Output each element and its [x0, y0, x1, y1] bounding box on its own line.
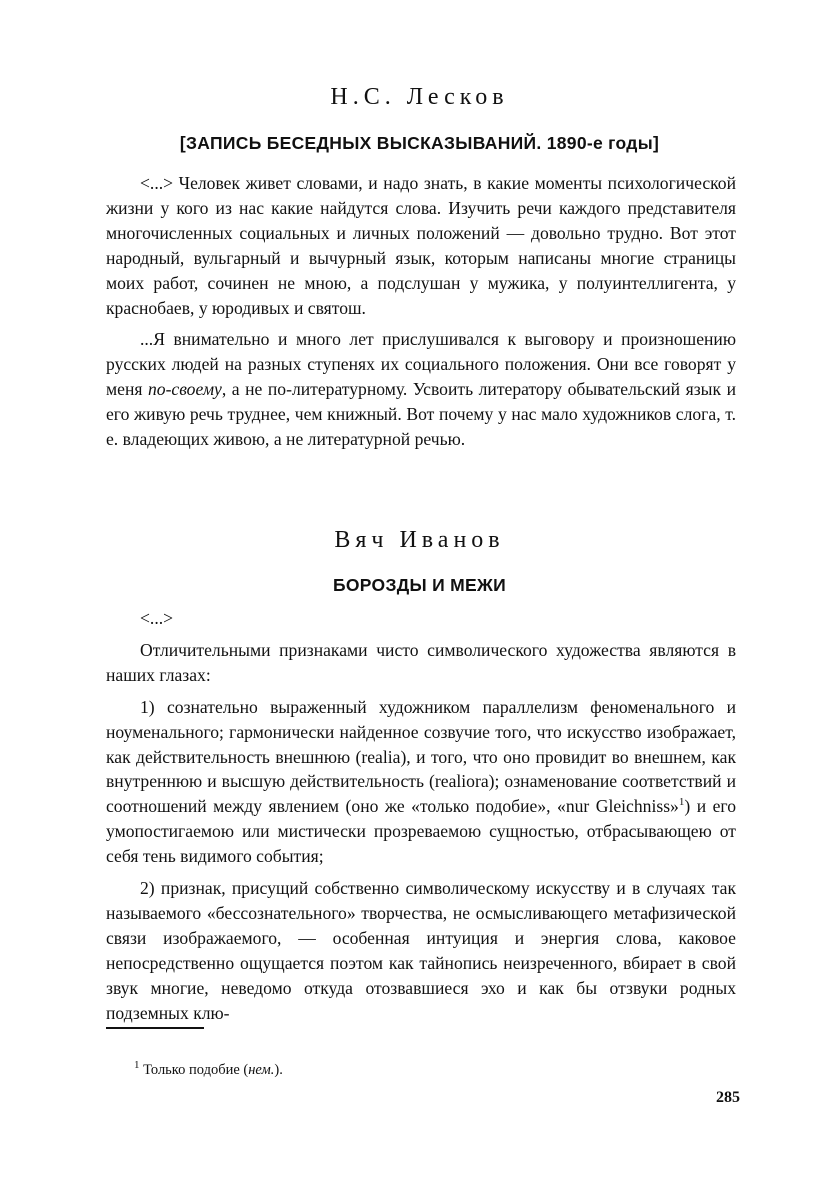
author-heading-leskov: Н.С. Лесков — [330, 84, 509, 110]
paragraph-text: ...Я внимательно и много лет прислушивался к выговору и произношению русских людей на разных ступенях их социального положения. Они все говорят у меня — [106, 329, 736, 400]
text-block-ivanov — [106, 606, 736, 1033]
paragraph — [106, 876, 736, 1025]
emphasis-text: по-своему — [147, 379, 222, 400]
section-title-leskov: [ЗАПИСЬ БЕСЕДНЫХ ВЫСКАЗЫВАНИЙ. 1890-е годы] — [179, 133, 660, 153]
footnote-marker: 1 — [678, 796, 685, 809]
paragraph — [106, 638, 736, 688]
section-title-ivanov: БОРОЗДЫ И МЕЖИ — [333, 575, 506, 595]
paragraph-text: , а не по-литературному. Усвоить литератору обывательский язык и его живую речь труднее, чем книжный. Вот почему у нас мало художников слога, т. е. владеющих живою, а не литературной речью. — [106, 379, 736, 450]
text-block-leskov — [106, 171, 736, 459]
paragraph — [106, 606, 736, 631]
page-number: 285 — [716, 1089, 740, 1106]
footnote-number: 1 — [134, 1059, 140, 1072]
footnote-emphasis: нем. — [248, 1062, 275, 1078]
footnote — [134, 1059, 283, 1079]
footnote-text: Только подобие ( — [139, 1062, 249, 1078]
paragraph-text: 1) сознательно выраженный художником параллелизм феноменального и ноуменального; гармонически найденное созвучие того, что искусство изображает, как действительность внешнюю (realia), и того, что оно провидит во внешнем, как внутреннюю и высшую действительность (realiora); ознаменование соответствий и соотношений между явлением (оно же «только подобие», «nur Gleichniss» — [106, 696, 736, 817]
paragraph-text: ) и его умопостигаемою или мистически прозреваемою сущностью, отбрасывающею от себя тень видимого события; — [106, 796, 736, 867]
footnote-divider — [106, 1027, 204, 1029]
paragraph — [106, 695, 736, 869]
author-heading-ivanov: Вяч Иванов — [334, 527, 505, 553]
paragraph-text: <...> — [140, 608, 174, 628]
paragraph-text: 2) признак, присущий собственно символическому искусству и в случаях так называемого «бессознательного» творчества, не осмысливающего метафизической связи изображаемого, — особенная интуиция и энергия слова, каковое непосредственно ощущается поэтом как тайнопись неизреченного, вбирает в свой звук многие, неведомо откуда отозвавшиеся эхо и как бы отзвуки родных подземных клю- — [106, 878, 736, 1023]
paragraph — [106, 171, 736, 320]
paragraph-text: <...> Человек живет словами, и надо знать, в какие моменты психологической жизни у кого из нас какие найдутся слова. Изучить речи каждого представителя многочисленных социальных и личных положений — довольно трудно. Вот этот народный, вульгарный и вычурный язык, которым написаны многие страницы моих работ, сочинен не мною, а подслушан у мужика, у полуинтеллигента, у краснобаев, у юродивых и святош. — [106, 173, 736, 318]
paragraph-text: Отличительными признаками чисто символического художества являются в наших глазах: — [106, 639, 736, 685]
paragraph — [106, 327, 736, 452]
footnote-text-end: ). — [274, 1062, 283, 1078]
